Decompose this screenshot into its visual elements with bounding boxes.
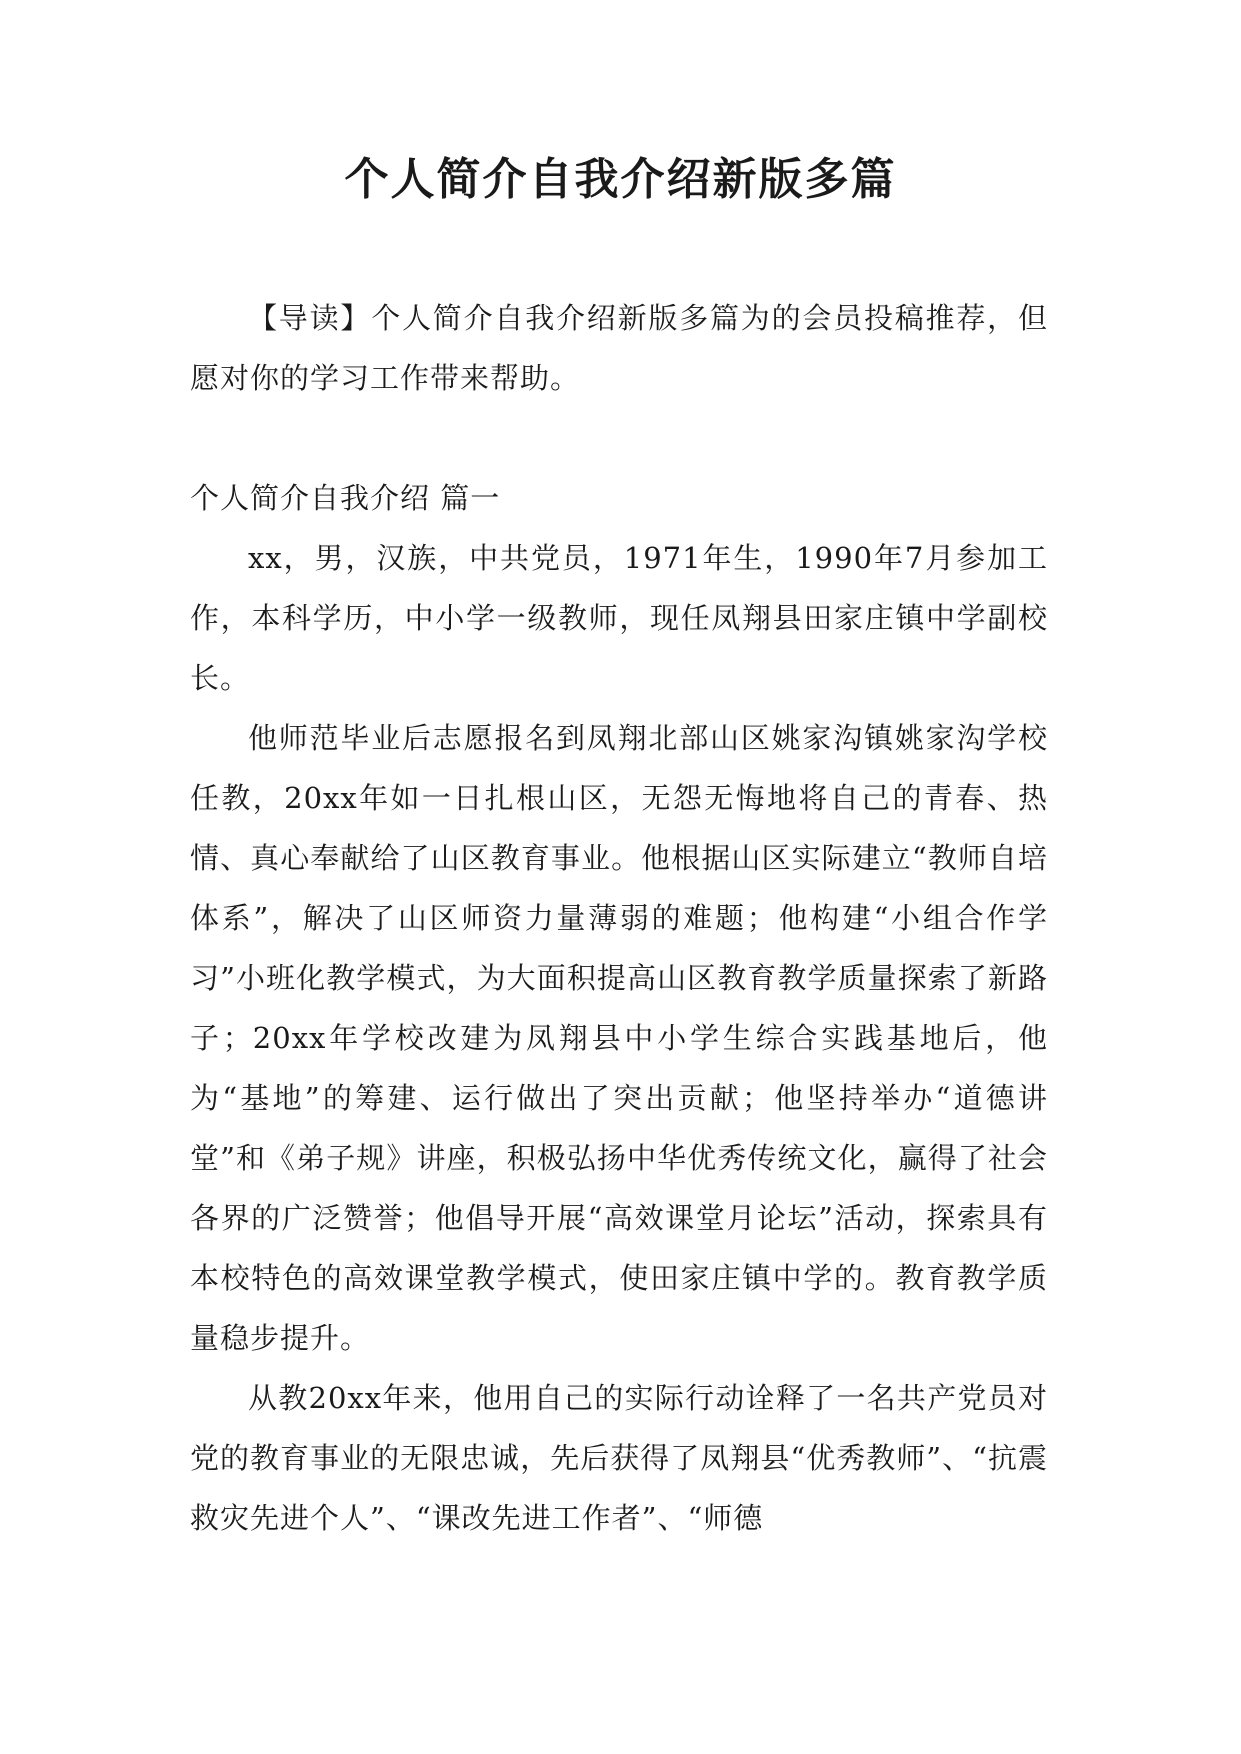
- body-paragraph: 他师范毕业后志愿报名到凤翔北部山区姚家沟镇姚家沟学校任教，20xx年如一日扎根山区，无怨无悔地将自己的青春、热情、真心奉献给了山区教育事业。他根据山区实际建立“教师自培体系”，解决了山区师资力量薄弱的难题；他构建“小组合作学习”小班化教学模式，为大面积提高山区教育教学质量探索了新路子；20xx年学校改建为凤翔县中小学生综合实践基地后，他为“基地”的筹建、运行做出了突出贡献；他坚持举办“道德讲堂”和《弟子规》讲座，积极弘扬中华优秀传统文化，赢得了社会各界的广泛赞誉；他倡导开展“高效课堂月论坛”活动，探索具有本校特色的高效课堂教学模式，使田家庄镇中学的。教育教学质量稳步提升。: [190, 721, 1048, 1355]
- document-body: [190, 288, 1048, 1548]
- document-title: 个人简介自我介绍新版多篇: [344, 154, 897, 205]
- body-paragraph: xx，男，汉族，中共党员，1971年生，1990年7月参加工作，本科学历，中小学一级教师，现任凤翔县田家庄镇中学副校长。: [190, 541, 1048, 695]
- section-heading: 个人简介自我介绍 篇一: [190, 481, 501, 515]
- intro-paragraph: 【导读】个人简介自我介绍新版多篇为的会员投稿推荐，但愿对你的学习工作带来帮助。: [190, 301, 1048, 395]
- paragraph-gap: [190, 408, 1048, 468]
- body-paragraph: 从教20xx年来，他用自己的实际行动诠释了一名共产党员对党的教育事业的无限忠诚，先后获得了凤翔县“优秀教师”、“抗震救灾先进个人”、“课改先进工作者”、“师德: [190, 1381, 1048, 1535]
